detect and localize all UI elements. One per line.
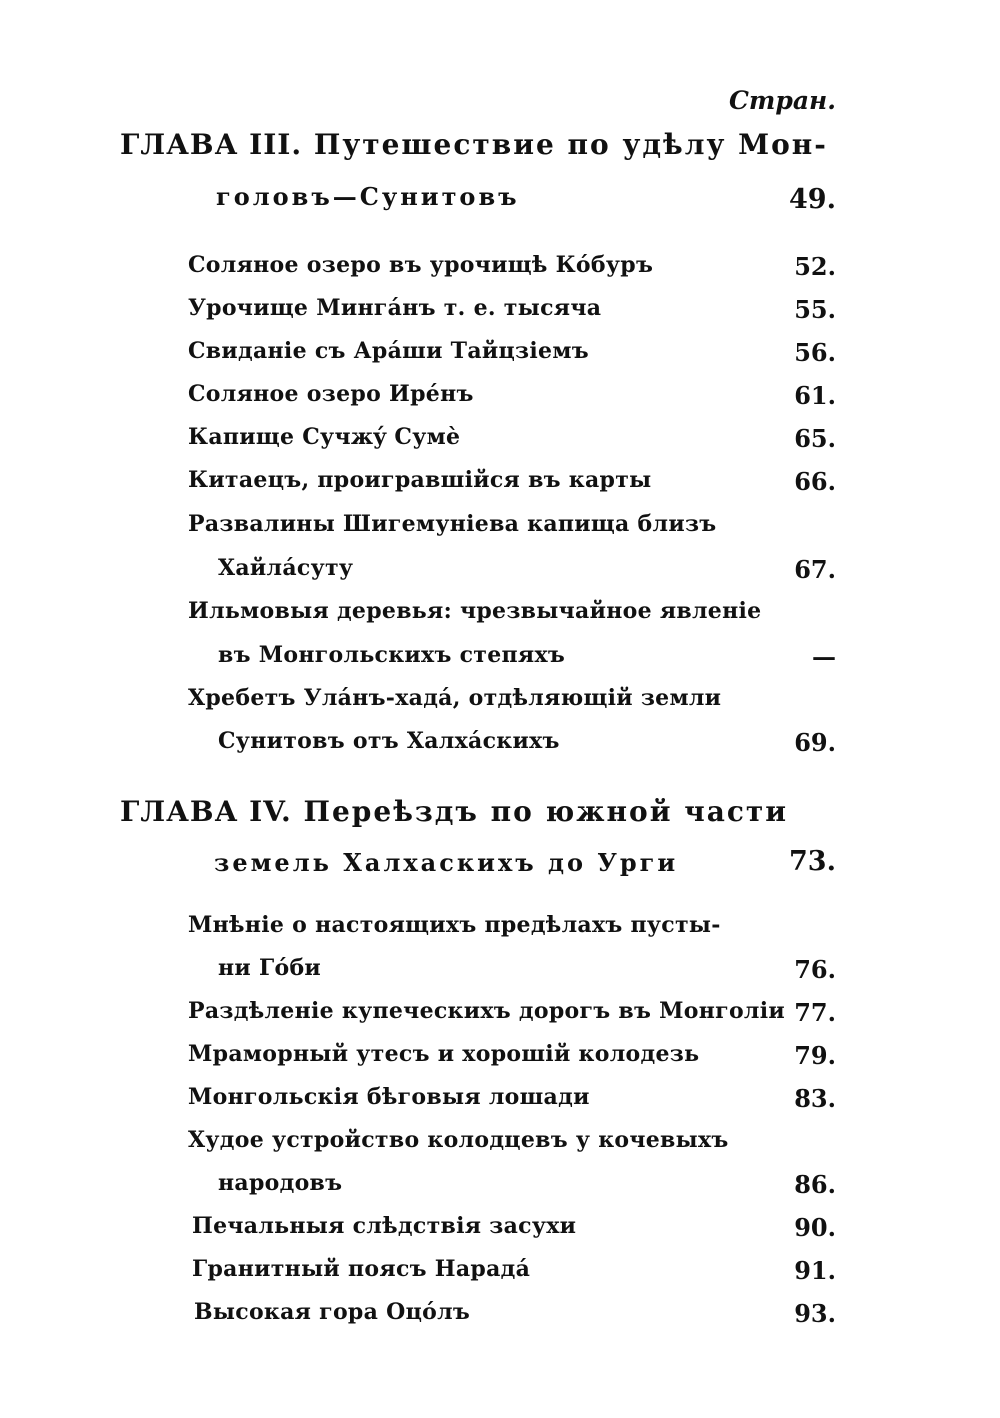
chapter-3-heading: [120, 128, 828, 161]
toc-entry: Развалины Шигемуніева капища близъ: [188, 511, 717, 537]
toc-entry: Худое устройство колодцевъ у кочевыхъ: [188, 1127, 729, 1153]
toc-entry-continuation: Сунитовъ отъ Халхáскихъ: [218, 728, 560, 754]
toc-entry: Капище Сучжý Сумѐ: [188, 424, 461, 450]
toc-entry-page: 77.: [794, 998, 836, 1027]
toc-entry: Свиданіе съ Арáши Тайцзіемъ: [188, 338, 589, 364]
chapter-4-heading: [120, 795, 788, 828]
chapter-3-page: 49.: [789, 184, 836, 215]
chapter-3-label: ГЛАВА III.: [120, 128, 303, 161]
chapter-4-title-line1: Переѣздъ по южной части: [303, 795, 789, 828]
chapter-3-title-line2: головъ—Сунитовъ: [216, 182, 520, 211]
toc-entry: Урочище Мингáнъ т. е. тысяча: [188, 295, 602, 321]
toc-entry-page: 83.: [794, 1084, 836, 1113]
chapter-4-label: ГЛАВА IV.: [120, 795, 292, 828]
toc-entry-page: 69.: [794, 728, 836, 757]
toc-entry-page: 55.: [794, 295, 836, 324]
toc-entry: Мраморный утесъ и хорошій колодезь: [188, 1041, 700, 1067]
toc-entry: Печальныя слѣдствія засухи: [192, 1213, 577, 1239]
chapter-3-title-line1: Путешествие по удѣлу Мон-: [313, 128, 828, 161]
toc-entry: Хребетъ Улáнъ-хадá, отдѣляющій земли: [188, 685, 722, 711]
toc-entry-page: 91.: [794, 1256, 836, 1285]
toc-entry: Китаецъ, проигравшійся въ карты: [188, 467, 652, 493]
toc-entry-page: 61.: [794, 381, 836, 410]
toc-entry: Монгольскія бѣговыя лошади: [188, 1084, 590, 1110]
toc-entry-page: 65.: [794, 424, 836, 453]
toc-entry: Мнѣніе о настоящихъ предѣлахъ пусты-: [188, 912, 721, 938]
page-column-header: Стран.: [729, 86, 836, 115]
toc-entry-continuation: народовъ: [218, 1170, 343, 1196]
toc-entry: Соляное озеро Ирéнъ: [188, 381, 474, 407]
chapter-4-title-line2: земель Халхаскихъ до Урги: [214, 848, 679, 877]
chapter-4-page: 73.: [789, 846, 836, 877]
toc-entry-continuation: ни Гóби: [218, 955, 322, 981]
toc-entry-page: 52.: [794, 252, 836, 281]
toc-entry-page: 56.: [794, 338, 836, 367]
toc-entry-continuation: въ Монгольскихъ степяхъ: [218, 642, 566, 668]
toc-entry-page: —: [812, 642, 836, 671]
toc-entry: Раздѣленіе купеческихъ дорогъ въ Монголіи: [188, 998, 786, 1024]
toc-entry-page: 76.: [794, 955, 836, 984]
toc-entry-page: 93.: [794, 1299, 836, 1328]
toc-entry-page: 79.: [794, 1041, 836, 1070]
toc-entry-page: 66.: [794, 467, 836, 496]
toc-entry: Гранитный поясъ Нарадá: [192, 1256, 531, 1282]
toc-entry-page: 67.: [794, 555, 836, 584]
toc-entry: Соляное озеро въ урочищѣ Кóбуръ: [188, 252, 654, 278]
toc-entry: Ильмовыя деревья: чрезвычайное явленіе: [188, 598, 762, 624]
toc-entry-page: 90.: [794, 1213, 836, 1242]
toc-entry-page: 86.: [794, 1170, 836, 1199]
toc-entry: Высокая гора Оцóлъ: [194, 1299, 471, 1325]
toc-entry-continuation: Хайлáсуту: [218, 555, 354, 581]
